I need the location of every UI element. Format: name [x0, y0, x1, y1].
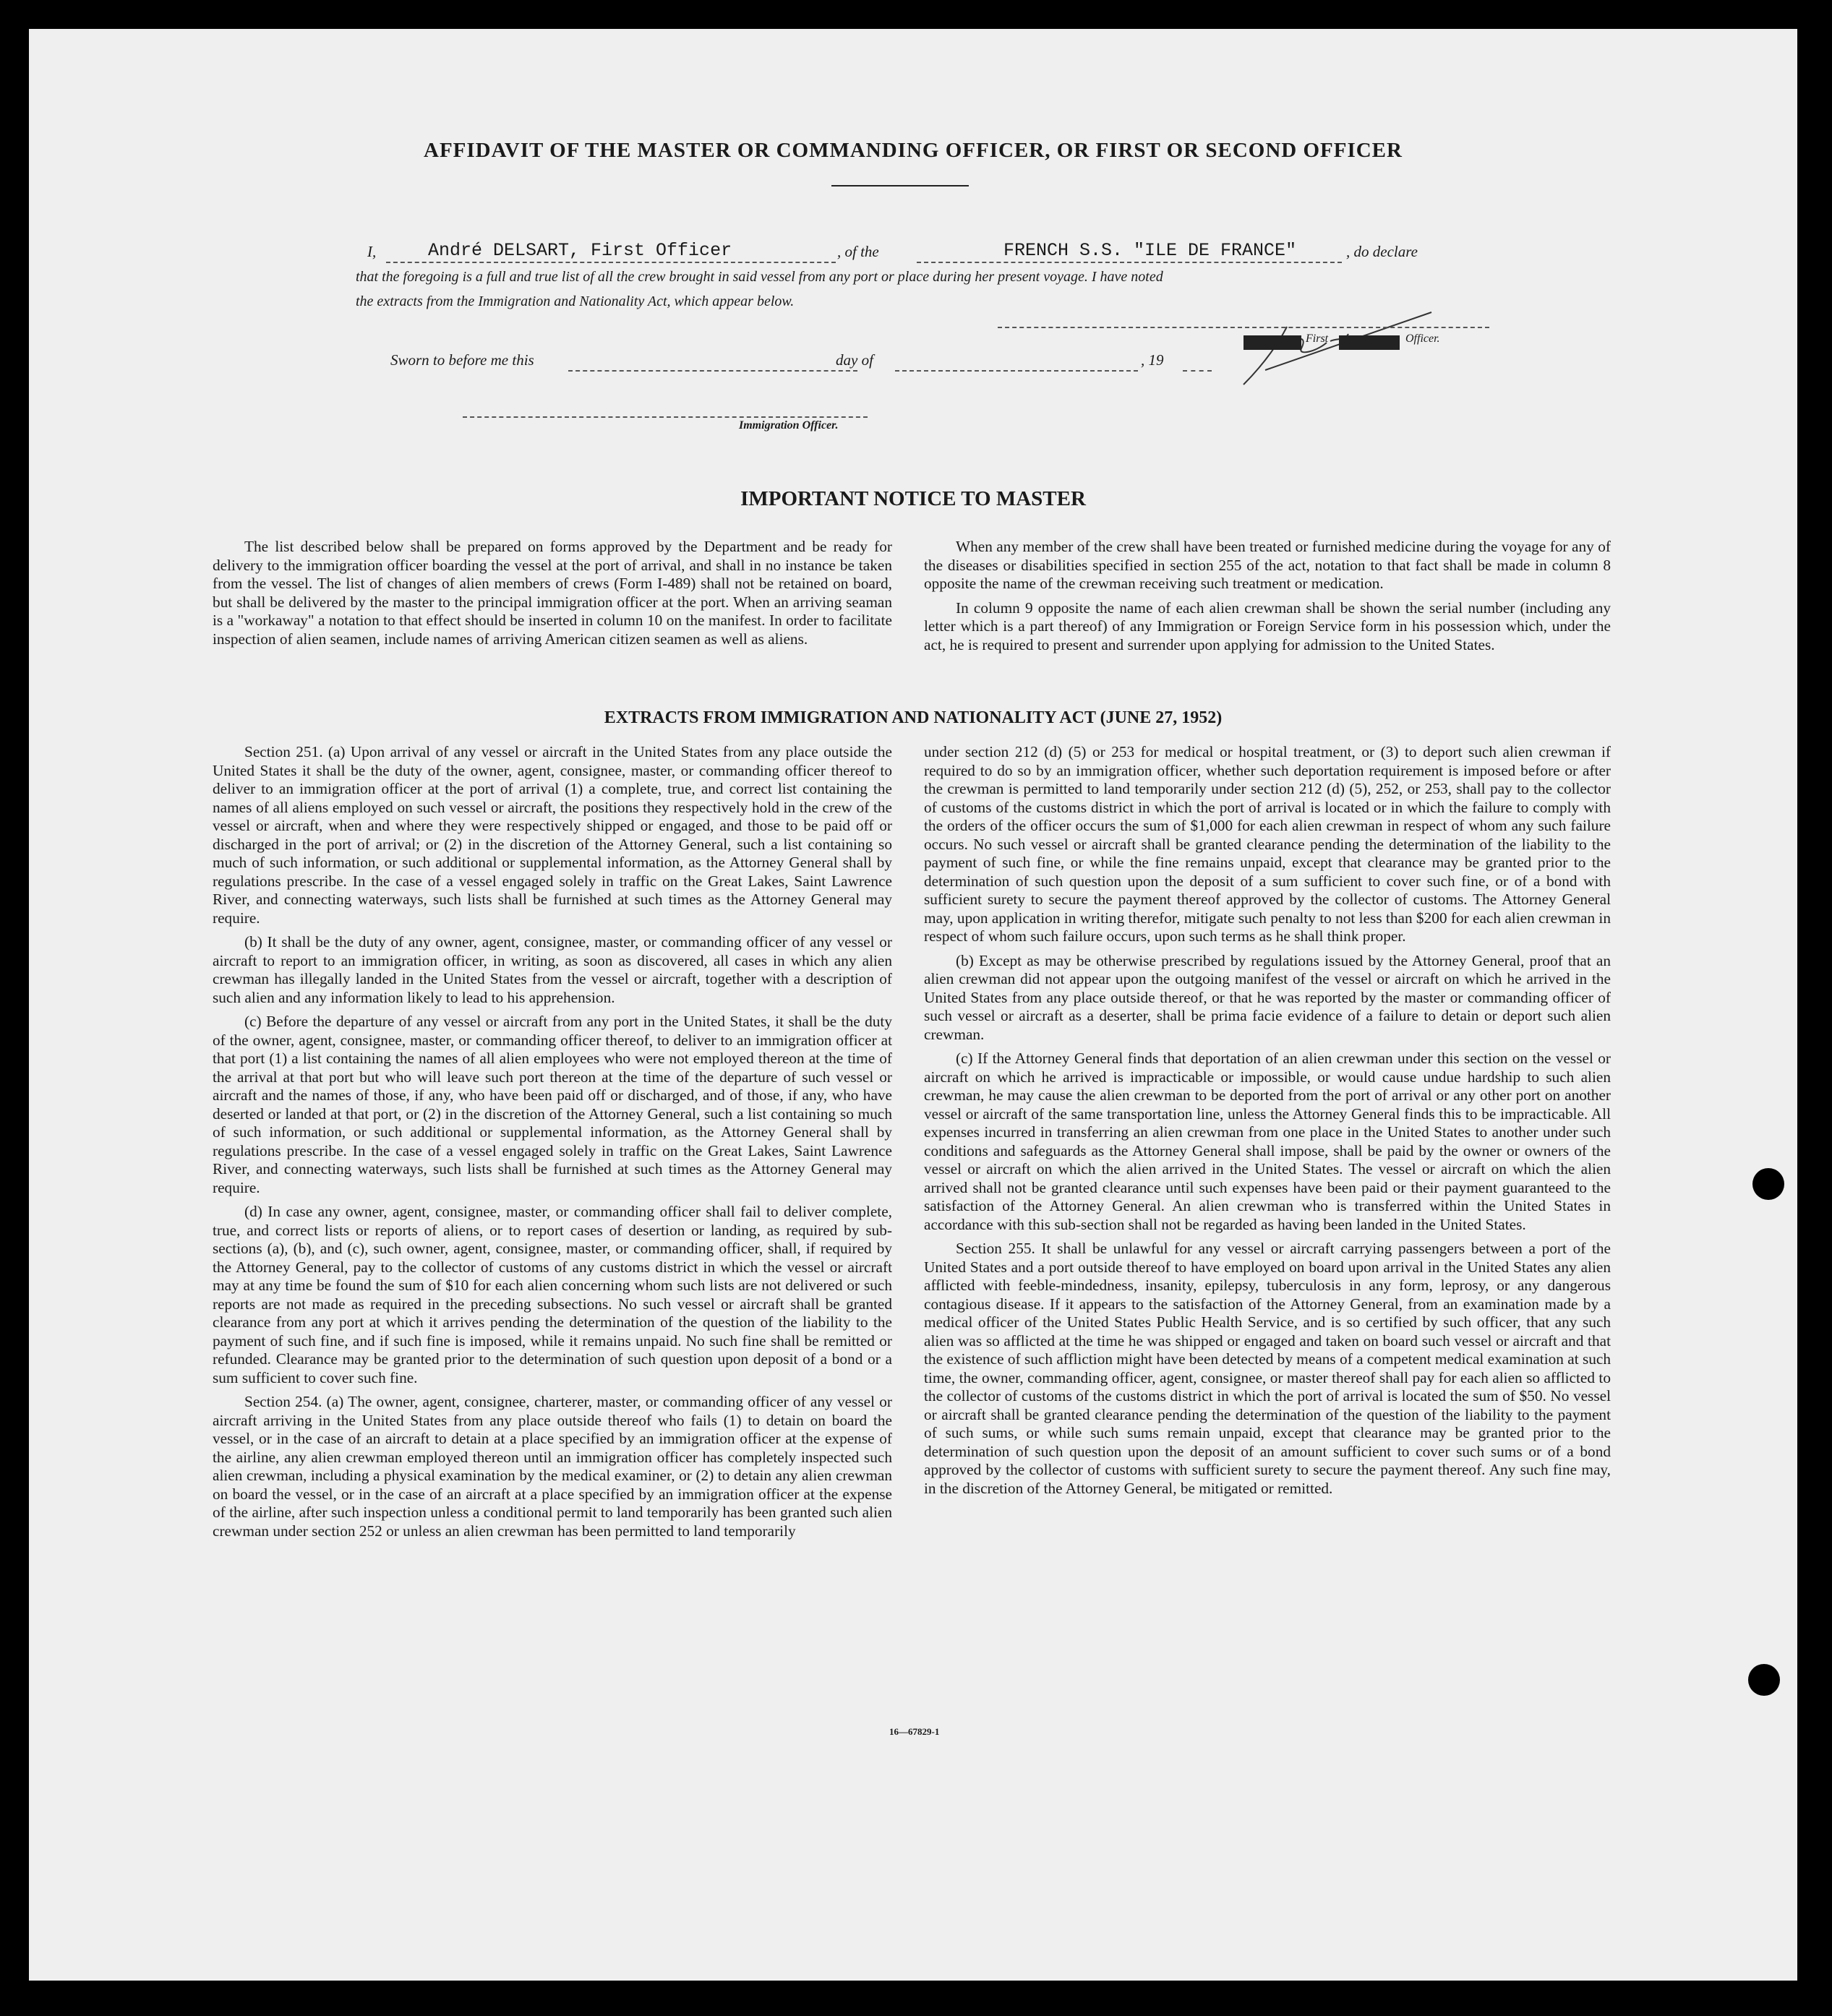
binder-hole-bottom [1748, 1664, 1780, 1696]
notice-left-paragraph: The list described below shall be prepared on forms approved by the Department and be ready for delivery to the immigration officer boarding the vessel at the port of arrival, and shall in no instance be taken from the vessel. The list of changes of alien members of crews (Form I-489) shall not be retained on board, but shall be delivered by the master to the principal immigration officer at the port. When an arriving seaman is a "workaway" a notation to that effect should be inserted in column 10 on the manifest. In order to facilitate inspection of alien seamen, include names of arriving American citizen seamen as well as aliens. [213, 538, 892, 648]
section-254-a-continued: under section 212 (d) (5) or 253 for medical or hospital treatment, or (3) to deport such alien crewman if required to do so by an immigration officer, whether such deportation requirement is imposed before or after the crewman is permitted to land temporarily under section 212 (d) (5), 252, or 253, shall pay to the collector of customs of the customs district in which the port of arrival is located or in which the failure to comply with the orders of the officer occurs the sum of $1,000 for each alien crewman in respect of whom any such failure occurs. No such vessel or aircraft shall be granted clearance pending the determination of the liability to the payment of such fine, or while the fine remains unpaid, except that clearance may be granted prior to the determination of such question upon the deposit of a sum sufficient to cover such fine, or of a bond with sufficient surety to secure the payment thereof approved by the collector of customs. The Attorney General may, upon application in writing therefor, mitigate such penalty to not less than $200 for each alien crewman in respect of whom such failure occurs, upon such terms as he shall think proper. [924, 743, 1611, 945]
sworn-day-of: day of [836, 351, 873, 369]
section-251-b: (b) It shall be the duty of any owner, agent, consignee, master, or commanding officer of any vessel or aircraft to report to an immigration officer, in writing, as soon as discovered, all cases in which any alien crewman has illegally landed in the United States from the vessel or aircraft, together with a description of such alien and any information likely to lead to his apprehension. [213, 933, 892, 1006]
sworn-year-line [1183, 370, 1212, 372]
signature-line [998, 327, 1489, 328]
notice-heading: IMPORTANT NOTICE TO MASTER [740, 487, 1086, 510]
form-code: 16—67829-1 [889, 1726, 940, 1737]
extracts-right-column [924, 743, 1611, 1504]
section-254-a: Section 254. (a) The owner, agent, consignee, charterer, master, or commanding officer of any vessel or aircraft arriving in the United States from any place outside thereof who fails (1) to detain on board the vessel, or in the case of an aircraft to detain at a place specified by an immigration officer at the expense of the airline, any alien crewman employed thereon until an immigration officer has completely inspected such alien crewman, including a physical examination by the medical examiner, or (2) to detain any alien crewman on board the vessel, or in the case of an aircraft at a place specified by an immigration officer at the expense of the airline, after such inspection unless a conditional permit to land temporarily has been granted such alien crewman under section 252 or unless an alien crewman has been permitted to land temporarily [213, 1393, 892, 1540]
sworn-prefix: Sworn to before me this [390, 351, 534, 369]
declaration-prefix: I, [367, 243, 377, 260]
officer-signature [1200, 298, 1460, 399]
signature-officer-first: First [1306, 333, 1329, 345]
officer-name-value: André DELSART, First Officer [428, 240, 732, 261]
section-254-c: (c) If the Attorney General finds that deportation of an alien crewman under this section on the vessel or aircraft on which he arrived is impracticable or impossible, or would cause undue hardship to such alien crewman, he may cause the alien crewman to be deported from the port of arrival or any other port on another vessel or aircraft of the same transportation line, unless the Attorney General finds this to be impracticable. All expenses incurred in transferring an alien crewman from one place in the United States to another under such conditions and safeguards as the Attorney General shall impose, shall be paid by the owner or owners of the vessel or aircraft on which the alien arrived in the United States. The vessel or aircraft on which the alien arrived shall not be granted clearance until such expenses have been paid or their payment guaranteed to the satisfaction of the Attorney General. An alien crewman who is transferred within the United States in accordance with this sub-section shall not be regarded as having been landed in the United States. [924, 1050, 1611, 1233]
signature-officer-suffix: Officer. [1405, 333, 1440, 345]
signature-stamp-2 [1339, 335, 1400, 350]
sworn-date-line [568, 370, 857, 372]
sworn-month-line [895, 370, 1138, 372]
signature-stamp [1244, 335, 1301, 350]
document-page [29, 29, 1797, 1981]
declaration-line-3: the extracts from the Immigration and Nationality Act, which appear below. [356, 293, 795, 309]
section-254-b: (b) Except as may be otherwise prescribed by regulations issued by the Attorney General, proof that an alien crewman did not appear upon the outgoing manifest of the vessel or aircraft on which he arrived in the United States from any place outside thereof, or that he was reported by the master or commanding officer of such vessel or aircraft as a deserter, shall be prima facie evidence of a failure to detain or deport such alien crewman. [924, 951, 1611, 1043]
extracts-heading: EXTRACTS FROM IMMIGRATION AND NATIONALITY ACT (JUNE 27, 1952) [604, 708, 1223, 727]
immigration-officer-line [463, 416, 868, 418]
section-251-d: (d) In case any owner, agent, consignee, master, or commanding officer shall fail to deliver complete, true, and correct lists or reports of aliens, or to report cases of desertion or landing, as required by sub-sections (a), (b), and (c), such owner, agent, consignee, master, or commanding officer, shall, if required by the Attorney General, pay to the collector of customs of any customs district in which the vessel or aircraft may at any time be found the sum of $10 for each alien concerning whom such lists are not delivered or such reports are not made as required in the preceding subsections. No such vessel or aircraft shall be granted clearance from any port at which it arrives pending the determination of the question of the liability to the payment of such fine, and if such fine is imposed, while it remains unpaid. No such fine shall be remitted or refunded. Clearance may be granted prior to the determination of such question upon deposit of a bond or a sum sufficient to cover such fine. [213, 1203, 892, 1386]
immigration-officer-label: Immigration Officer. [739, 419, 839, 432]
declaration-line-2: that the foregoing is a full and true list of all the crew brought in said vessel from any port or place during her present voyage. I have noted [356, 269, 1163, 285]
binder-hole-top [1752, 1168, 1784, 1200]
section-251-a: Section 251. (a) Upon arrival of any vessel or aircraft in the United States from any place outside the United States it shall be the duty of the owner, agent, consignee, master, or commanding officer thereof to deliver to an immigration officer at the port of arrival (1) a complete, true, and correct list containing the names of all aliens employed on such vessel or aircraft, the positions they respectively hold in the crew of the vessel or aircraft, when and where they were respectively shipped or engaged, and those to be paid off or discharged in the port of arrival; or (2) in the discretion of the Attorney General, such a list containing so much of such information, or such additional or supplemental information, as the Attorney General shall by regulations prescribe. In the case of a vessel engaged solely in traffic on the Great Lakes, Saint Lawrence River, and connecting waterways, such lists shall be furnished at such times as the Attorney General may require. [213, 743, 892, 927]
notice-right-paragraph-2: In column 9 opposite the name of each alien crewman shall be shown the serial number (including any letter which is a part thereof) of any Immigration or Foreign Service form in his possession which, under the act, he is required to present and surrender upon applying for admission to the United States. [924, 599, 1611, 653]
of-the-text: , of the [837, 243, 879, 260]
extracts-left-column [213, 743, 892, 1546]
notice-right-column [924, 538, 1611, 660]
sworn-year: , 19 [1141, 351, 1164, 369]
section-251-c: (c) Before the departure of any vessel or aircraft from any port in the United States, it shall be the duty of the owner, agent, consignee, master, or commanding officer thereof, to deliver to an immigration officer at that port (1) a list containing the names of all alien employees who were not employed thereon at the time of the arrival at that port but who will leave such port thereon at the time of the departure of such vessel or aircraft and the names of those, if any, who have been paid off or discharged, and of those, if any, who have deserted or landed at that port, or (2) in the discretion of the Attorney General, such a list containing so much of such information, or such additional or supplemental information, as the Attorney General shall by regulations prescribe. In the case of a vessel engaged solely in traffic on the Great Lakes, Saint Lawrence River, and connecting waterways, such lists shall be furnished at such times as the Attorney General may require. [213, 1013, 892, 1196]
declaration-line-1 [367, 240, 1524, 266]
notice-left-column [213, 538, 892, 654]
vessel-name-value: FRENCH S.S. "ILE DE FRANCE" [1003, 240, 1297, 261]
vessel-field-line [917, 262, 1342, 263]
do-declare-text: , do declare [1346, 243, 1418, 260]
notice-right-paragraph-1: When any member of the crew shall have been treated or furnished medicine during the voyage for any of the diseases or disabilities specified in section 255 of the act, notation to that fact shall be made in column 8 opposite the name of the crewman receiving such treatment or medication. [924, 538, 1611, 592]
name-field-line [386, 262, 836, 263]
section-255: Section 255. It shall be unlawful for any vessel or aircraft carrying passengers between a port of the United States and a port outside thereof to have employed on board upon arrival in the United States any alien afflicted with feeble-mindedness, insanity, epilepsy, tuberculosis in any form, leprosy, or any dangerous contagious disease. If it appears to the satisfaction of the Attorney General, from an examination made by a medical officer of the United States Public Health Service, and is so certified by such officer, that any such alien was so afflicted at the time he was shipped or engaged and taken on board such vessel or aircraft and that the existence of such affliction might have been detected by means of a competent medical examination at such time, the owner, commanding officer, agent, consignee, or master thereof shall pay for each alien so afflicted to the collector of customs of the customs district in which the port of arrival is located the sum of $50. No vessel or aircraft shall be granted clearance pending the determination of the question of the liability to the payment of such sums, or while such sums remain unpaid, except that clearance may be granted prior to the determination of such question upon the deposit of an amount sufficient to cover such sums or of a bond approved by the collector of customs with sufficient surety to secure the payment thereof. Any such fine may, in the discretion of the Attorney General, be mitigated or remitted. [924, 1240, 1611, 1497]
affidavit-title: AFFIDAVIT OF THE MASTER OR COMMANDING OFFICER, OR FIRST OR SECOND OFFICER [424, 139, 1403, 162]
title-underline [831, 185, 969, 186]
